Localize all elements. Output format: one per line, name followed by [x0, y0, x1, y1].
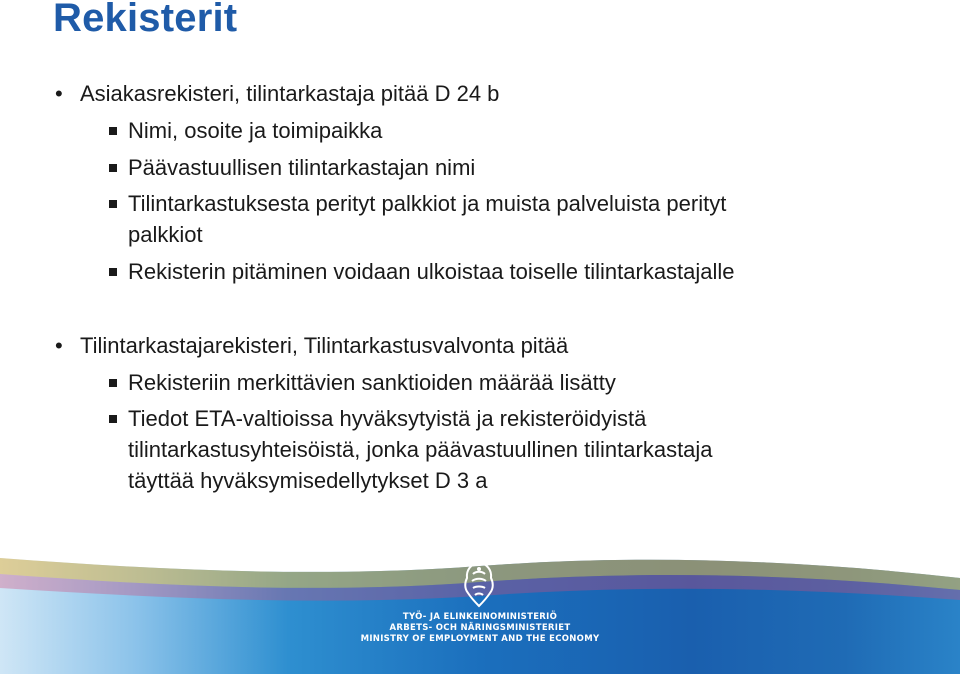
subbullet-text: Rekisteriin merkittävien sanktioiden määrää lisätty: [128, 370, 616, 395]
ministry-name-en: MINISTRY OF EMPLOYMENT AND THE ECONOMY: [360, 634, 600, 644]
subbullet-text-line: tilintarkastusyhteisöistä, jonka päävastuullinen tilintarkastaja: [128, 437, 713, 462]
subbullet-text: Nimi, osoite ja toimipaikka: [128, 118, 383, 143]
subbullet-text-line: Tilintarkastuksesta perityt palkkiot ja muista palveluista perityt: [128, 191, 727, 216]
subbullet-text-line: Tiedot ETA-valtioissa hyväksytyistä ja rekisteröidyistä: [128, 406, 647, 431]
lion-crest-icon: [459, 560, 499, 608]
bullet-text: Asiakasrekisteri, tilintarkastaja pitää D 24 b: [80, 81, 500, 106]
subbullet-ulkoistaa: [128, 256, 735, 287]
square-bullet-icon: [109, 415, 117, 423]
subbullet-text-line: palkkiot: [128, 222, 203, 247]
slide-title: Rekisterit: [53, 0, 238, 40]
square-bullet-icon: [109, 268, 117, 276]
ministry-name: [340, 612, 620, 645]
round-bullet-icon: •: [55, 333, 63, 358]
subbullet-paavastuullinen: [128, 152, 475, 183]
subbullet-text: Päävastuullisen tilintarkastajan nimi: [128, 155, 476, 180]
square-bullet-icon: [109, 379, 117, 387]
bullet-tilintarkastajarekisteri: [55, 330, 569, 361]
round-bullet-icon: •: [55, 81, 63, 106]
subbullet-text-line: täyttää hyväksymisedellytykset D 3 a: [128, 468, 488, 493]
bullet-text: Tilintarkastajarekisteri, Tilintarkastusvalvonta pitää: [80, 333, 569, 358]
ministry-name-sv: ARBETS- OCH NÄRINGSMINISTERIET: [389, 623, 571, 633]
subbullet-palkkiot: [128, 188, 726, 250]
square-bullet-icon: [109, 127, 117, 135]
bullet-asiakasrekisteri: [55, 78, 500, 109]
subbullet-text: Rekisterin pitäminen voidaan ulkoistaa toiselle tilintarkastajalle: [128, 259, 735, 284]
square-bullet-icon: [109, 164, 117, 172]
subbullet-nimi-osoite: [128, 115, 382, 146]
subbullet-eta-valtiot: [128, 403, 713, 496]
subbullet-sanktiot: [128, 367, 616, 398]
ministry-name-fi: TYÖ- JA ELINKEINOMINISTERIÖ: [402, 612, 558, 622]
square-bullet-icon: [109, 200, 117, 208]
